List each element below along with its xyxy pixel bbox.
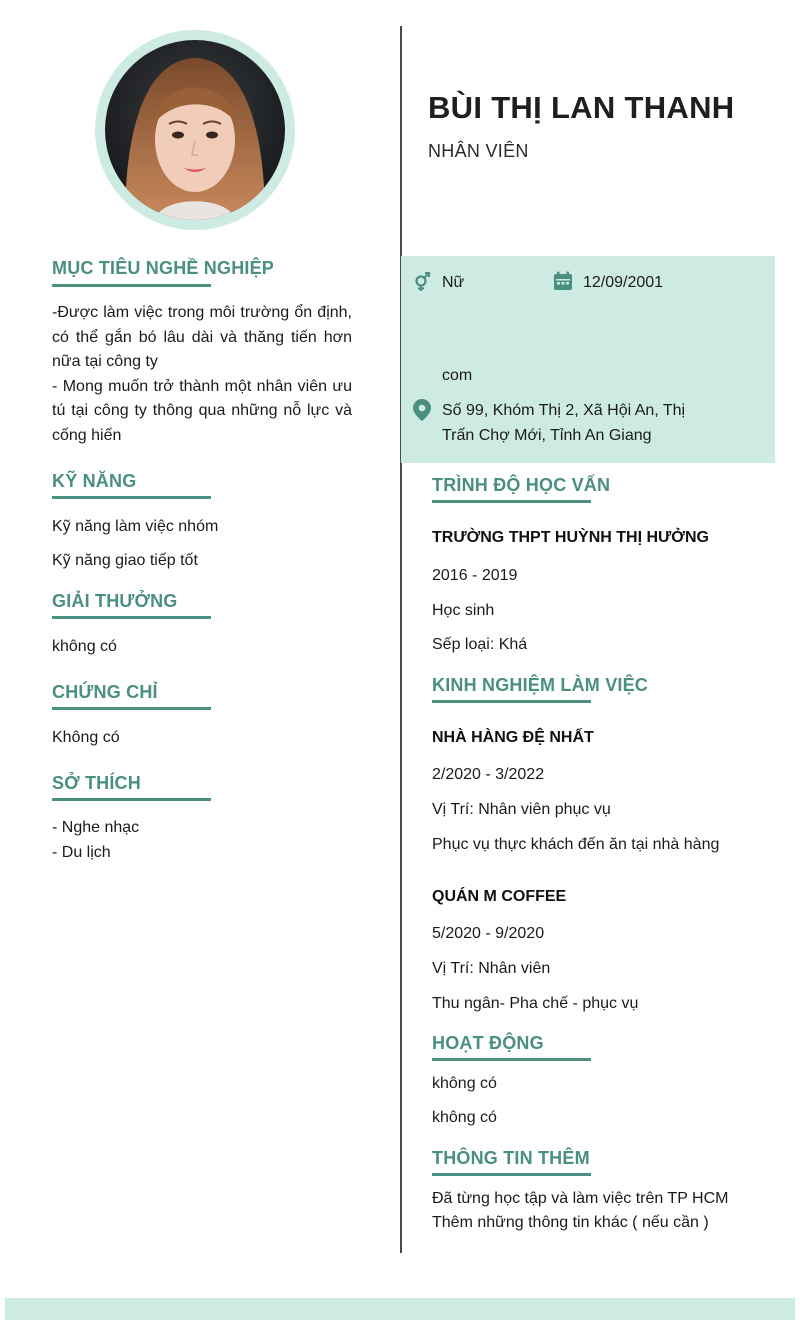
skills-underline [52, 496, 211, 499]
skills-title: KỸ NĂNG [52, 471, 137, 491]
education-role: Học sinh [432, 602, 495, 619]
contact-panel [401, 256, 775, 463]
experience-title: KINH NGHIỆM LÀM VIỆC [432, 675, 649, 695]
extra-info-underline [432, 1173, 591, 1176]
certificates-title: CHỨNG CHỈ [52, 682, 158, 702]
activity-item-1: không có [432, 1075, 497, 1092]
birthday-value: 12/09/2001 [583, 274, 664, 291]
email-tail: com [442, 367, 473, 384]
activities-underline [432, 1058, 591, 1061]
gender-value: Nữ [442, 274, 465, 291]
objective-paragraph-1: -Được làm việc trong môi trường ổn định, có thể gắn bó lâu dài và thăng tiến hơn nữa tại công ty [52, 304, 352, 370]
location-pin-icon [413, 399, 431, 426]
awards-title: GIẢI THƯỞNG [52, 591, 178, 611]
certificates-text: Không có [52, 729, 120, 746]
job-1-position: Vị Trí: Nhân viên phục vụ [432, 801, 611, 818]
education-school: TRƯỜNG THPT HUỲNH THỊ HƯỞNG [432, 529, 709, 546]
objective-text [52, 301, 352, 448]
extra-info-line-1: Đã từng học tập và làm việc trên TP HCM [432, 1190, 729, 1207]
hobbies-underline [52, 798, 211, 801]
certificates-underline [52, 707, 211, 710]
candidate-position: NHÂN VIÊN [428, 141, 529, 161]
address-line-2: Trấn Chợ Mới, Tỉnh An Giang [442, 426, 652, 444]
job-2-description: Thu ngân- Pha chế - phục vụ [432, 995, 639, 1012]
calendar-icon [553, 271, 573, 296]
job-2-company: QUÁN M COFFEE [432, 888, 567, 905]
hobby-item-2: - Du lịch [52, 844, 111, 861]
awards-text: không có [52, 638, 117, 655]
awards-underline [52, 616, 211, 619]
objective-title: MỤC TIÊU NGHỀ NGHIỆP [52, 258, 275, 278]
activities-title: HOẠT ĐỘNG [432, 1033, 544, 1053]
job-2-period: 5/2020 - 9/2020 [432, 925, 545, 942]
skill-item-2: Kỹ năng giao tiếp tốt [52, 552, 198, 569]
job-1-description: Phục vụ thực khách đến ăn tại nhà hàng [432, 836, 720, 853]
hobbies-title: SỞ THÍCH [52, 773, 141, 793]
job-2-position: Vị Trí: Nhân viên [432, 960, 551, 977]
activity-item-2: không có [432, 1109, 497, 1126]
education-title: TRÌNH ĐỘ HỌC VẤN [432, 475, 611, 495]
gender-icon [413, 272, 433, 297]
experience-underline [432, 700, 591, 703]
address-line-1: Số 99, Khóm Thị 2, Xã Hội An, Thị [442, 402, 686, 419]
job-1-period: 2/2020 - 3/2022 [432, 766, 545, 783]
address [442, 399, 762, 448]
avatar-image [105, 40, 285, 220]
hobby-item-1: - Nghe nhạc [52, 819, 140, 836]
objective-paragraph-2: - Mong muốn trở thành một nhân viên ưu tú tại công ty thông qua những nỗ lực và cống hiến [52, 377, 352, 444]
education-rank: Sếp loại: Khá [432, 636, 528, 653]
extra-info-line-2: Thêm những thông tin khác ( nếu cần ) [432, 1214, 709, 1231]
column-divider [400, 26, 402, 1253]
footer-bar [5, 1298, 795, 1320]
education-period: 2016 - 2019 [432, 567, 518, 584]
avatar [105, 40, 285, 220]
objective-underline [52, 284, 211, 287]
job-1-company: NHÀ HÀNG ĐỆ NHẤT [432, 729, 594, 746]
education-underline [432, 500, 591, 503]
candidate-name: BÙI THỊ LAN THANH [428, 90, 735, 125]
skill-item-1: Kỹ năng làm việc nhóm [52, 518, 219, 535]
extra-info-title: THÔNG TIN THÊM [432, 1148, 590, 1168]
